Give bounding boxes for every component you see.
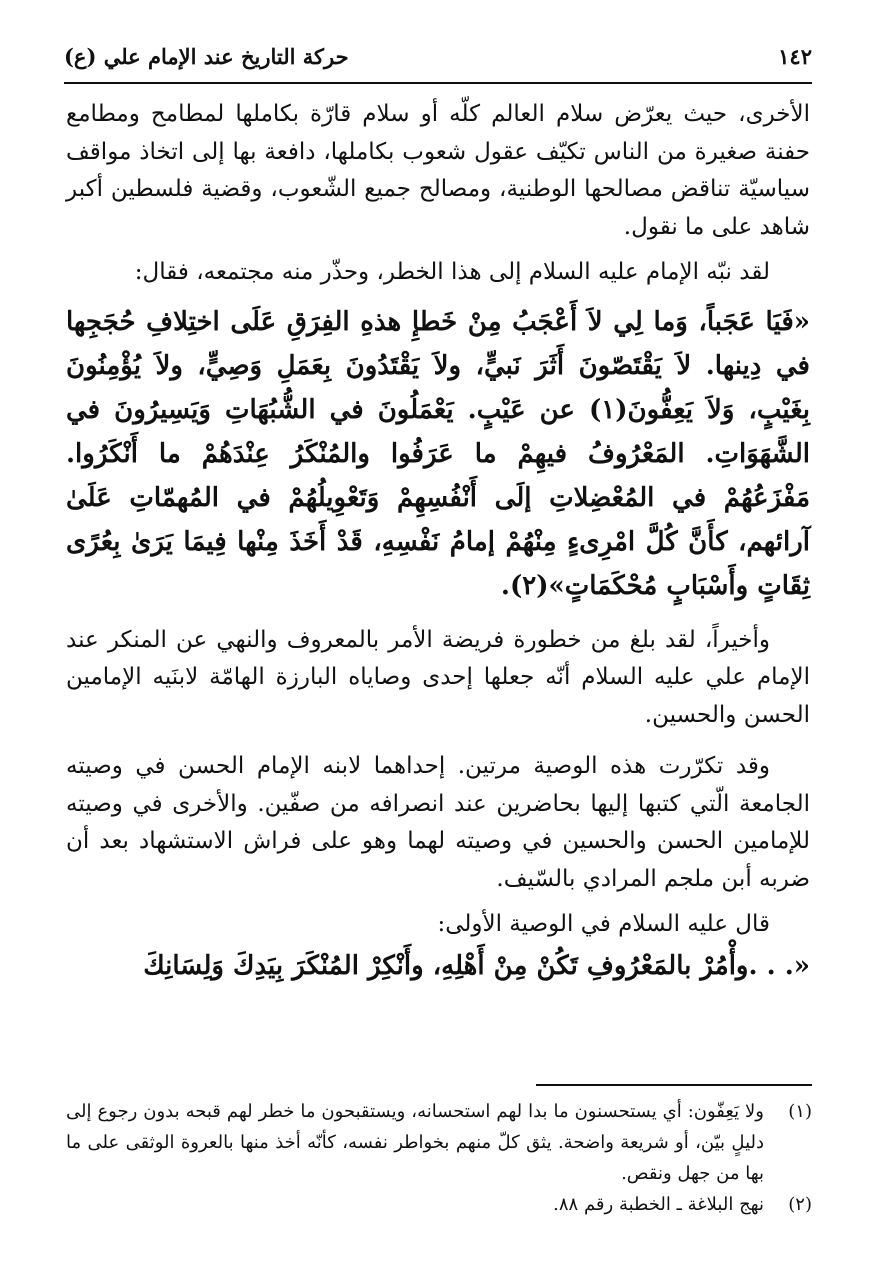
running-title: حركة التاريخ عند الإمام علي (ع) bbox=[64, 43, 349, 69]
footnote-divider bbox=[536, 1084, 812, 1086]
header-divider bbox=[64, 82, 812, 84]
footnote-text: نهج البلاغة ـ الخطبة رقم ٨٨. bbox=[553, 1194, 764, 1215]
quote-sermon: «فَيَا عَجَباً، وَما لِي لاَ أَعْجَبُ مِنْ خَطإِ هذهِ الفِرَقِ عَلَى اختِلافِ حُجَجِها في دِينها. لاَ يَقْتَصّونَ أَثَرَ نَبيٍّ، ولاَ يَقْتَدُونَ بِعَمَلِ وَصِيٍّ، ولاَ يُؤْمِنُونَ بِغَيْبٍ، وَلاَ يَعِفُّونَ(١) عن عَيْبٍ. يَعْمَلُونَ في الشُّبُهَاتِ وَيَسِيرُونَ في الشَّهَوَاتِ. المَعْرُوفُ فيهِمْ ما عَرَفُوا والمُنْكَرُ عِنْدَهُمْ ما أَنْكَرُوا. مَفْزَعُهُمْ في المُعْضِلاتِ إلَى أَنْفُسِهِمْ وَتَعْوِيلُهُمْ في المُهمّاتِ عَلَىٰ آرائهم، كأَنَّ كُلَّ امْرِىءٍ مِنْهُمْ إمامُ نَفْسِهِ، قَدْ أَخَذَ مِنْها فِيمَا يَرَىٰ بِعُرًى ثِقَاتٍ وأَسْبَابٍ مُحْكَمَاتٍ»(٢). bbox=[66, 306, 810, 601]
body-text bbox=[66, 96, 810, 988]
footnote-text: ولا يَعِفّون: أي يستحسنون ما بدا لهم استحسانه، ويستقبحون ما خطر لهم قبحه بدون رجوع إلى دليلٍ بيّن، أو شريعة واضحة. يثق كلّ منهم بخواطر نفسه، كأنّه أخذ منها بالعروة الوثقى على ما بها من جهل ونقص. bbox=[66, 1101, 764, 1184]
footnote-item bbox=[66, 1096, 812, 1189]
paragraph-continuation: الأخرى، حيث يعرّض سلام العالم كلّه أو سلام قارّة بكاملها لمطامح ومطامع حفنة صغيرة من الناس تكيّف عقول شعوب بكاملها، دافعة بها إلى اتخاذ مواقف سياسيّة تناقض مصالحها الوطنية، ومصالح جميع الشّعوب، وقضية فلسطين أكبر شاهد على ما نقول. bbox=[66, 101, 810, 240]
page-header bbox=[64, 36, 812, 76]
footnote-number: (٢) bbox=[788, 1194, 812, 1215]
quote-testament: «. . .وأْمُرْ بالمَعْرُوفِ تَكُنْ مِنْ أَهْلِهِ، وأَنْكِرْ المُنْكَرَ بِيَدِكَ وَلِسَانِكَ bbox=[143, 950, 810, 981]
footnotes bbox=[66, 1096, 812, 1220]
paragraph-final: وأخيراً، لقد بلغ من خطورة فريضة الأمر بالمعروف والنهي عن المنكر عند الإمام علي عليه السلام أنّه جعلها إحدى وصاياه البارزة الهامّة لابنَيه الإمامين الحسن والحسين. bbox=[66, 626, 810, 728]
paragraph-testament: وقد تكرّرت هذه الوصية مرتين. إحداهما لابنه الإمام الحسن في وصيته الجامعة الّتي كتبها إليها بحاضرين عند انصرافه من صفّين. والأخرى في وصيته للإمامين الحسن والحسين في وصيته لهما وهو على فراش الاستشهاد بعد أن ضربه أبن ملجم المرادي بالسّيف. bbox=[66, 753, 810, 892]
footnote-item bbox=[66, 1189, 812, 1220]
paragraph-quote-intro: قال عليه السلام في الوصية الأولى: bbox=[437, 911, 770, 937]
footnote-number: (١) bbox=[788, 1101, 812, 1122]
page-number: ١٤٢ bbox=[778, 43, 812, 69]
paragraph-intro: لقد نبّه الإمام عليه السلام إلى هذا الخطر، وحذّر منه مجتمعه، فقال: bbox=[134, 259, 770, 285]
